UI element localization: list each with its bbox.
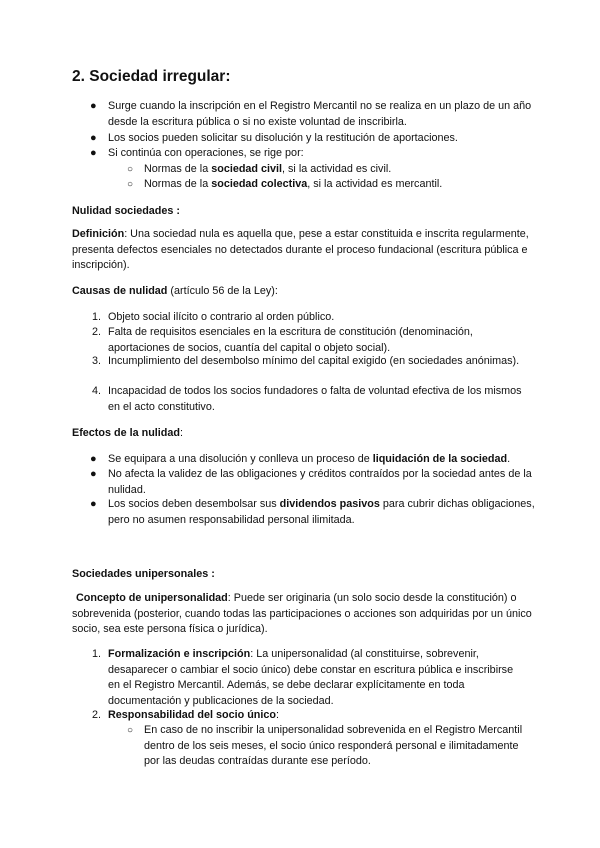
list-item: Formalización e inscripción: La unipersonalidad (al constituirse, sobrevenir, desaparecer o cambiar el socio único) debe constar en escritura pública e inscribirse en el Registro Mercantil. Además, se debe declarar explícitamente en toda documentación y publicaciones de la sociedad. [108, 648, 514, 707]
list-item: Si continúa con operaciones, se rige por: [108, 147, 304, 159]
list-number: 1. [92, 311, 102, 323]
circle-bullet-icon: ○ [127, 164, 134, 175]
list-number: 3. [92, 355, 102, 367]
list-item: Incumplimiento del desembolso mínimo del capital exigido (en sociedades anónimas). [108, 355, 520, 367]
list-item: Surge cuando la inscripción en el Registro Mercantil no se realiza en un plazo de un año desde la escritura pública o si no existe voluntad de inscribirla. [108, 100, 532, 128]
bullet-icon: ● [90, 453, 97, 465]
bullet-icon: ● [90, 132, 97, 144]
bullet-icon: ● [90, 468, 97, 480]
concepto-paragraph: Concepto de unipersonalidad: Puede ser originaria (un solo socio desde la constitución) o sobrevenida (posterior, cuando todas las participaciones o acciones son adquiridas por un único socio, sea este persona física o jurídica). [72, 592, 532, 635]
heading-nulidad: Nulidad sociedades : [72, 205, 180, 217]
heading-unipersonales: Sociedades unipersonales : [72, 568, 215, 580]
list-number: 2. [92, 709, 102, 721]
bullet-icon: ● [90, 100, 97, 112]
list-number: 4. [92, 385, 102, 397]
list-item: Falta de requisitos esenciales en la escritura de constitución (denominación, aportaciones de socios, cuantía del capital o objeto social). [108, 326, 473, 354]
list-item: Se equipara a una disolución y conlleva un proceso de liquidación de la sociedad. [108, 453, 511, 465]
section-title-sociedad-irregular: 2. Sociedad irregular: [72, 68, 231, 85]
circle-bullet-icon: ○ [127, 725, 134, 736]
sub-list-item: Normas de la sociedad colectiva, si la actividad es mercantil. [144, 178, 443, 190]
list-item: No afecta la validez de las obligaciones y créditos contraídos por la sociedad antes de la nulidad. [108, 468, 532, 496]
list-item: Objeto social ilícito o contrario al orden público. [108, 311, 335, 323]
definicion-paragraph: Definición: Una sociedad nula es aquella que, pese a estar constituida e inscrita regularmente, presenta defectos esenciales no detectados durante el proceso fundacional (escritura pública e inscripción). [72, 228, 529, 271]
list-item: Incapacidad de todos los socios fundadores o falta de voluntad efectiva de los mismos en el acto constitutivo. [108, 385, 522, 413]
list-number: 1. [92, 648, 102, 660]
list-item: Los socios pueden solicitar su disolución y la restitución de aportaciones. [108, 132, 458, 144]
bullet-icon: ● [90, 498, 97, 510]
sub-list-item: En caso de no inscribir la unipersonalidad sobrevenida en el Registro Mercantil dentro de los seis meses, el socio único responderá personal e ilimitadamente por las deudas contraídas durante ese período. [144, 724, 523, 767]
causas-heading: Causas de nulidad (artículo 56 de la Ley): [72, 285, 278, 297]
list-item: Los socios deben desembolsar sus dividendos pasivos para cubrir dichas obligaciones, pero no asumen responsabilidad personal ilimitada. [108, 498, 535, 526]
list-item: Responsabilidad del socio único: [108, 709, 279, 721]
bullet-icon: ● [90, 147, 97, 159]
circle-bullet-icon: ○ [127, 179, 134, 190]
list-number: 2. [92, 326, 102, 338]
sub-list-item: Normas de la sociedad civil, si la actividad es civil. [144, 163, 392, 175]
efectos-heading: Efectos de la nulidad: [72, 427, 183, 439]
